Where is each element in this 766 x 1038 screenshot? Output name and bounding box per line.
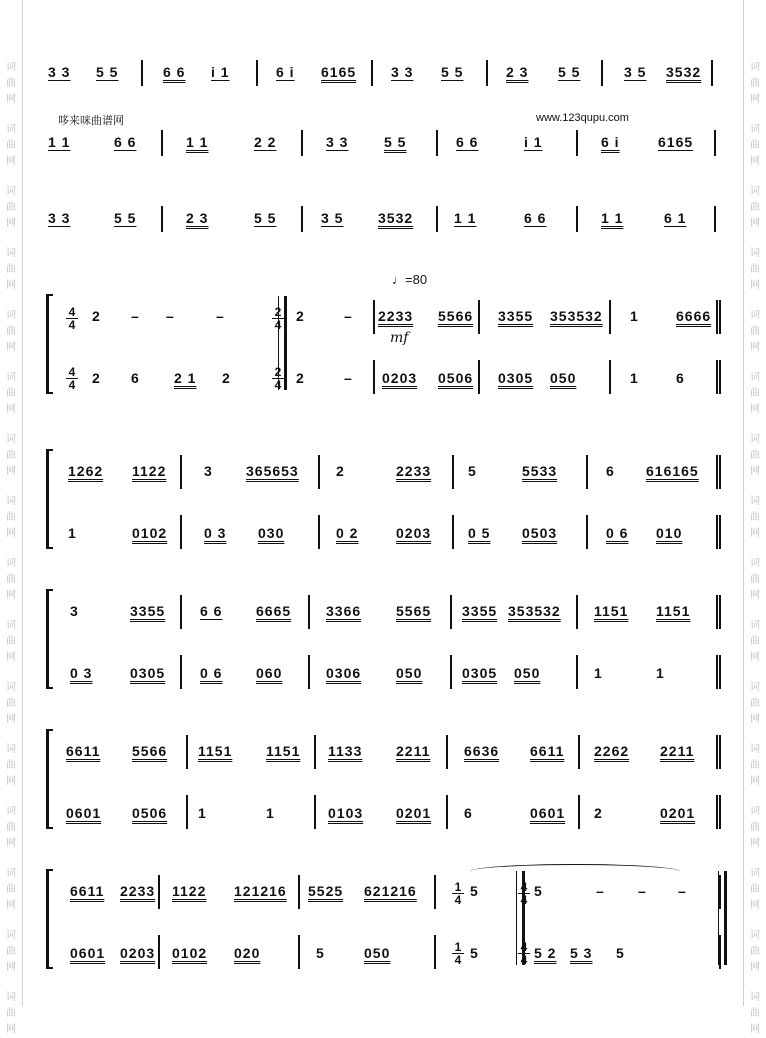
note-group: 2 [222, 370, 231, 386]
bar-line [609, 300, 611, 334]
note-group: 0 3 [204, 525, 227, 541]
note-group: 050 [396, 665, 423, 681]
note-group: 6 i [276, 64, 295, 80]
watermark-glyphs: 词 曲 网 [6, 992, 16, 1035]
note-group: 6 6 [524, 210, 547, 226]
note-group: 5565 [396, 603, 432, 619]
time-signature: 2 4 [272, 306, 284, 331]
bar-line [373, 360, 375, 394]
bar-line [180, 595, 182, 629]
note-group: 6 1 [664, 210, 687, 226]
bar-line [161, 130, 163, 156]
note-group: 6 i [601, 134, 620, 150]
tempo-marking: ♩=80 [392, 272, 428, 287]
note-group: 6611 [70, 883, 105, 899]
note-group: 6 6 [163, 64, 186, 80]
watermark-glyphs: 词 曲 网 [750, 682, 760, 725]
time-signature: 4 4 [66, 366, 78, 391]
note-group: 5 5 [441, 64, 464, 80]
note-group: 3 3 [326, 134, 349, 150]
watermark-glyphs: 词 曲 网 [6, 124, 16, 167]
bar-line [298, 935, 300, 969]
note-group: 050 [514, 665, 541, 681]
watermark-glyphs: 词 曲 网 [750, 744, 760, 787]
note-group: 0601 [530, 805, 566, 821]
bar-line [576, 655, 578, 689]
note-group: 0601 [66, 805, 102, 821]
bar-line [446, 795, 448, 829]
watermark-glyphs: 词 曲 网 [750, 930, 760, 973]
note-group: 5 [468, 463, 477, 479]
watermark-glyphs: 词 曲 网 [750, 434, 760, 477]
note-group: 6611 [66, 743, 101, 759]
bar-line [714, 130, 716, 156]
bar-line [719, 735, 721, 769]
note-group: 616165 [646, 463, 699, 479]
bar-line [256, 60, 258, 86]
bar-line [719, 515, 721, 549]
note-group: – [166, 308, 175, 324]
note-group: 353532 [550, 308, 603, 324]
watermark-glyphs: 词 曲 网 [6, 682, 16, 725]
bar-line [719, 595, 721, 629]
note-group: 0203 [120, 945, 156, 961]
note-group: 1 [198, 805, 207, 821]
bar-line [719, 795, 721, 829]
watermark-glyphs: 词 曲 网 [750, 310, 760, 353]
bar-line [158, 935, 160, 969]
bar-line [180, 455, 182, 489]
note-group: 0 6 [606, 525, 629, 541]
system-brace [46, 449, 53, 549]
note-group: 0102 [172, 945, 208, 961]
watermark-glyphs: 词 曲 网 [750, 496, 760, 539]
note-group: 5 3 [570, 945, 593, 961]
note-group: 3366 [326, 603, 362, 619]
site-label: 哆来咪曲谱网 [58, 115, 124, 127]
note-group: 6611 [530, 743, 565, 759]
two-stave-system-4 [46, 735, 722, 825]
time-signature: 4 4 [518, 881, 530, 906]
bar-line [719, 455, 721, 489]
note-group: 3 [70, 603, 79, 619]
note-group: 2 [336, 463, 345, 479]
notation-line [46, 60, 722, 90]
note-group: 2233 [120, 883, 156, 899]
bar-line [308, 655, 310, 689]
watermark-glyphs: 词 曲 网 [750, 558, 760, 601]
bar-line [158, 875, 160, 909]
system-brace [46, 589, 53, 689]
note-group: 353532 [508, 603, 561, 619]
watermark-glyphs: 词 曲 网 [6, 930, 16, 973]
note-group: 5 5 [96, 64, 119, 80]
note-group: 2 [296, 370, 305, 386]
note-group: 2 2 [254, 134, 277, 150]
time-signature: 2 4 [272, 366, 284, 391]
note-group: 2 [92, 370, 101, 386]
bar-line [450, 655, 452, 689]
note-group: 5 [616, 945, 625, 961]
note-group: 3 3 [391, 64, 414, 80]
note-group: 3 [204, 463, 213, 479]
note-group: 5 5 [254, 210, 277, 226]
note-group: 6 6 [200, 603, 223, 619]
note-group: 5566 [132, 743, 168, 759]
note-group: 0203 [396, 525, 432, 541]
note-group: 1122 [172, 883, 207, 899]
time-signature: 1 4 [452, 941, 464, 966]
system-brace [46, 294, 53, 394]
system-brace [46, 869, 53, 969]
bar-line [373, 300, 375, 334]
note-group: 5 5 [558, 64, 581, 80]
bar-line [486, 60, 488, 86]
bar-line [719, 655, 721, 689]
note-group: 0102 [132, 525, 168, 541]
bar-line [308, 595, 310, 629]
note-group: 5566 [438, 308, 474, 324]
bar-line [716, 795, 718, 829]
system-brace [46, 729, 53, 829]
note-group: 2 3 [186, 210, 209, 226]
bar-line [318, 455, 320, 489]
note-group: 621216 [364, 883, 417, 899]
note-group: 3532 [666, 64, 702, 80]
note-group: 1 [266, 805, 275, 821]
bar-line [298, 875, 300, 909]
bar-line [578, 795, 580, 829]
bar-line [716, 360, 718, 394]
note-group: 3 3 [48, 210, 71, 226]
note-group: 0305 [130, 665, 166, 681]
note-group: 1151 [656, 603, 691, 619]
bar-line [318, 515, 320, 549]
watermark-glyphs: 词 曲 网 [750, 62, 760, 105]
bar-line [576, 206, 578, 232]
note-group: 2233 [378, 308, 414, 324]
watermark-glyphs: 词 曲 网 [6, 558, 16, 601]
watermark-glyphs: 词 曲 网 [6, 372, 16, 415]
note-group: 0305 [498, 370, 534, 386]
note-group: 050 [550, 370, 577, 386]
watermark-glyphs: 词 曲 网 [750, 248, 760, 291]
bar-line [576, 595, 578, 629]
note-group: 030 [258, 525, 285, 541]
note-group: 0503 [522, 525, 558, 541]
note-group: 1 [594, 665, 603, 681]
watermark-glyphs: 词 曲 网 [750, 620, 760, 663]
note-group: 3 5 [624, 64, 647, 80]
note-group: 3355 [462, 603, 498, 619]
note-group: 020 [234, 945, 261, 961]
two-stave-system-3 [46, 595, 722, 685]
note-group: 1151 [594, 603, 629, 619]
note-group: 1133 [328, 743, 363, 759]
bar-line [716, 300, 718, 334]
note-group: 3532 [378, 210, 414, 226]
bar-line [434, 875, 436, 909]
watermark-glyphs: 词 曲 网 [750, 124, 760, 167]
note-group: 365653 [246, 463, 299, 479]
note-group: 5 [534, 883, 543, 899]
note-group: 6165 [658, 134, 694, 150]
note-group: 1 [630, 308, 639, 324]
note-group: 1 [68, 525, 77, 541]
bar-line [716, 655, 718, 689]
note-group: 5525 [308, 883, 344, 899]
note-group: 3 3 [48, 64, 71, 80]
bar-line [719, 360, 721, 394]
note-group: 0601 [70, 945, 106, 961]
note-group: 2 [594, 805, 603, 821]
site-url: www.123qupu.com [536, 112, 629, 124]
time-signature: 1 4 [452, 881, 464, 906]
note-group: 060 [256, 665, 283, 681]
note-group: 3355 [130, 603, 166, 619]
two-stave-system-2 [46, 455, 722, 545]
note-group: 6165 [321, 64, 357, 80]
note-group: 0201 [396, 805, 432, 821]
note-group: i 1 [211, 64, 230, 80]
note-group: 6 6 [456, 134, 479, 150]
watermark-glyphs: 词 曲 网 [6, 806, 16, 849]
note-group: 0 5 [468, 525, 491, 541]
watermark-glyphs: 词 曲 网 [6, 186, 16, 229]
tie-slur [470, 864, 680, 879]
note-group: 0 3 [70, 665, 93, 681]
note-group: – [131, 308, 140, 324]
note-group: 6 [131, 370, 140, 386]
bar-line [716, 455, 718, 489]
bar-line [576, 130, 578, 156]
note-group: 6 [676, 370, 685, 386]
note-group: 0306 [326, 665, 362, 681]
note-group: 2233 [396, 463, 432, 479]
bar-line [714, 206, 716, 232]
note-group: i 1 [524, 134, 543, 150]
watermark-glyphs: 词 曲 网 [6, 62, 16, 105]
bar-line [716, 515, 718, 549]
watermark-glyphs: 词 曲 网 [750, 806, 760, 849]
note-group: 0506 [132, 805, 168, 821]
two-stave-system-1 [46, 300, 722, 390]
bar-line [711, 60, 713, 86]
note-group: 2262 [594, 743, 630, 759]
note-group: 0203 [382, 370, 418, 386]
note-group: 6 6 [114, 134, 137, 150]
bar-line [478, 360, 480, 394]
watermark-glyphs: 词 曲 网 [750, 992, 760, 1035]
note-group: 0 6 [200, 665, 223, 681]
watermark-glyphs: 词 曲 网 [6, 434, 16, 477]
note-group: 3355 [498, 308, 534, 324]
bar-line [716, 595, 718, 629]
notation-line [46, 130, 722, 160]
note-group: 010 [656, 525, 683, 541]
time-signature: 4 4 [518, 941, 530, 966]
bar-line [186, 795, 188, 829]
note-group: 1151 [266, 743, 301, 759]
note-group: – [678, 883, 687, 899]
bar-line [719, 935, 721, 969]
note-group: 1 [630, 370, 639, 386]
note-group: – [344, 370, 353, 386]
watermark-glyphs: 词 曲 网 [6, 868, 16, 911]
bar-line [452, 515, 454, 549]
watermark-glyphs: 词 曲 网 [750, 186, 760, 229]
bar-line [578, 735, 580, 769]
bar-line [141, 60, 143, 86]
note-group: 2 1 [174, 370, 197, 386]
note-group: 2 [296, 308, 305, 324]
note-group: – [638, 883, 647, 899]
bar-line [180, 515, 182, 549]
note-group: 6666 [676, 308, 712, 324]
note-group: 121216 [234, 883, 287, 899]
bar-line [601, 60, 603, 86]
bar-line [719, 875, 721, 909]
note-group: 0506 [438, 370, 474, 386]
note-group: 6665 [256, 603, 292, 619]
note-group: 2211 [660, 743, 695, 759]
note-group: 5 2 [534, 945, 557, 961]
note-group: 1 [656, 665, 665, 681]
bar-line [301, 130, 303, 156]
watermark-glyphs: 词 曲 网 [6, 744, 16, 787]
bar-line [436, 130, 438, 156]
note-group: 0305 [462, 665, 498, 681]
bar-line [186, 735, 188, 769]
time-signature: 4 4 [66, 306, 78, 331]
note-group: 5 [470, 945, 479, 961]
bar-line [314, 735, 316, 769]
bar-line [478, 300, 480, 334]
note-group: 5533 [522, 463, 558, 479]
note-group: – [596, 883, 605, 899]
note-group: 5 [470, 883, 479, 899]
bar-line [452, 455, 454, 489]
note-group: 5 [316, 945, 325, 961]
bar-line [586, 455, 588, 489]
watermark-glyphs: 词 曲 网 [6, 496, 16, 539]
bar-line [609, 360, 611, 394]
note-group: – [344, 308, 353, 324]
note-group: 5 5 [384, 134, 407, 150]
note-group: 0103 [328, 805, 364, 821]
bar-line [719, 300, 721, 334]
note-group: 3 5 [321, 210, 344, 226]
bar-line [161, 206, 163, 232]
bar-line [314, 795, 316, 829]
bar-line [586, 515, 588, 549]
watermark-glyphs: 词 曲 网 [6, 310, 16, 353]
note-group: 1151 [198, 743, 233, 759]
note-group: 2211 [396, 743, 431, 759]
note-group: 1122 [132, 463, 167, 479]
bar-line [180, 655, 182, 689]
bar-line [716, 735, 718, 769]
note-group: 0 2 [336, 525, 359, 541]
dynamic-marking: mf [390, 330, 409, 346]
watermark-glyphs: 词 曲 网 [750, 372, 760, 415]
note-group: 1 1 [454, 210, 477, 226]
bar-line [436, 206, 438, 232]
note-group: 2 [92, 308, 101, 324]
notation-line [46, 206, 722, 236]
note-group: 1 1 [601, 210, 624, 226]
note-group: – [216, 308, 225, 324]
bar-line [450, 595, 452, 629]
watermark-glyphs: 词 曲 网 [750, 868, 760, 911]
note-group: 1 1 [186, 134, 209, 150]
note-group: 1262 [68, 463, 104, 479]
note-group: 6636 [464, 743, 500, 759]
watermark-glyphs: 词 曲 网 [6, 248, 16, 291]
note-group: 5 5 [114, 210, 137, 226]
note-group: 0201 [660, 805, 696, 821]
two-stave-system-5 [46, 875, 722, 965]
bar-line [434, 935, 436, 969]
note-group: 050 [364, 945, 391, 961]
bar-line [446, 735, 448, 769]
note-group: 6 [464, 805, 473, 821]
watermark-glyphs: 词 曲 网 [6, 620, 16, 663]
bar-line [301, 206, 303, 232]
bar-line [371, 60, 373, 86]
note-group: 1 1 [48, 134, 71, 150]
note-group: 2 3 [506, 64, 529, 80]
note-group: 6 [606, 463, 615, 479]
